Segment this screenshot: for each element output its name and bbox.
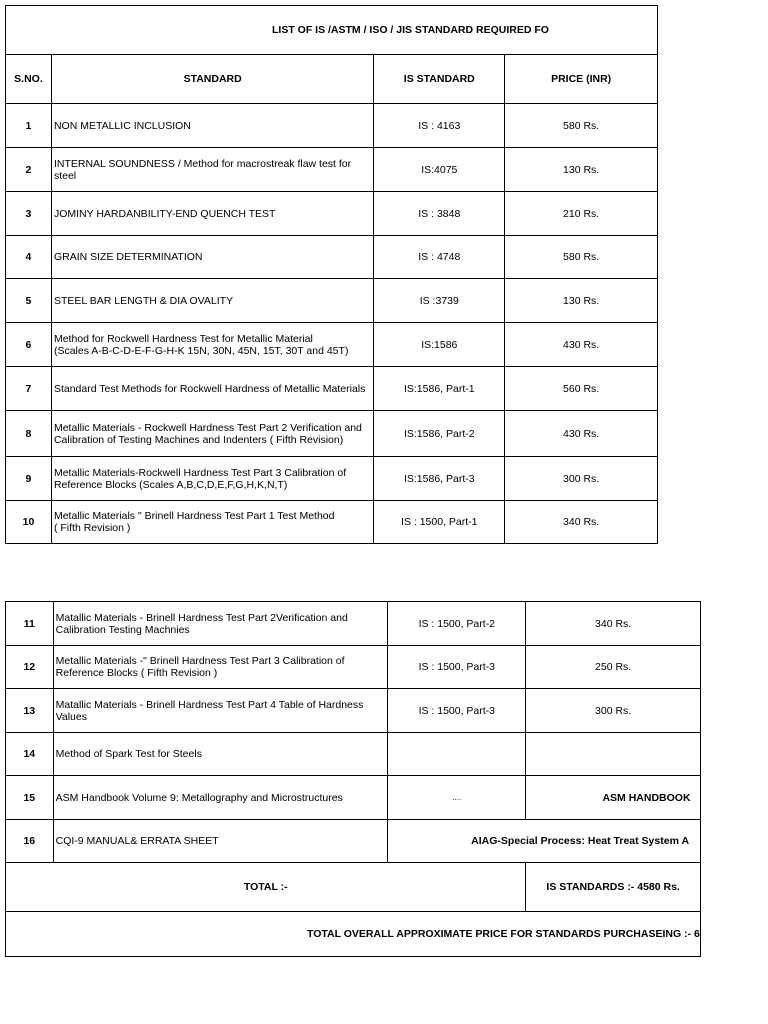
row-sno: 13 xyxy=(6,689,54,733)
table-row xyxy=(6,733,701,776)
header-sno: S.NO. xyxy=(6,55,52,104)
overall-total-label: TOTAL OVERALL APPROXIMATE PRICE FOR STANDARDS PURCHASEING :- 6 xyxy=(307,928,700,940)
row-price: 130 Rs. xyxy=(505,148,658,192)
header-standard: STANDARD xyxy=(51,55,373,104)
table-row xyxy=(6,279,658,323)
standards-table-bottom xyxy=(5,601,701,957)
row-price: 580 Rs. xyxy=(505,236,658,279)
row-is-code: IS : 1500, Part-2 xyxy=(388,602,526,646)
row-sno: 12 xyxy=(6,646,54,689)
table-row xyxy=(6,457,658,501)
row-sno: 5 xyxy=(6,279,52,323)
table-row xyxy=(6,689,701,733)
table-row xyxy=(6,236,658,279)
row-is-code: IS:1586 xyxy=(374,323,505,367)
table-row xyxy=(6,646,701,689)
row-standard: STEEL BAR LENGTH & DIA OVALITY xyxy=(51,279,373,323)
row-is-code: IS : 4163 xyxy=(374,104,505,148)
row-is-code: IS : 3848 xyxy=(374,192,505,236)
header-price: PRICE (INR) xyxy=(505,55,658,104)
aiag-cell xyxy=(388,820,701,863)
row-price xyxy=(526,733,700,776)
row-is-code: IS:1586, Part-3 xyxy=(374,457,505,501)
table-row xyxy=(6,602,701,646)
table-row xyxy=(6,104,658,148)
row-standard: NON METALLIC INCLUSION xyxy=(51,104,373,148)
row-is-code: IS:4075 xyxy=(374,148,505,192)
row-price: 130 Rs. xyxy=(505,279,658,323)
row-price: 300 Rs. xyxy=(526,689,700,733)
overall-cell xyxy=(6,912,701,957)
row-sno: 3 xyxy=(6,192,52,236)
row-sno: 10 xyxy=(6,501,52,544)
row-sno: 16 xyxy=(6,820,54,863)
row-standard: Metallic Materials -" Brinell Hardness Test Part 3 Calibration of Reference Blocks ( Fifth Revision ) xyxy=(53,646,388,689)
row-price: 340 Rs. xyxy=(526,602,700,646)
table-row xyxy=(6,776,701,820)
overall-row xyxy=(6,912,701,957)
row-is-code: IS :3739 xyxy=(374,279,505,323)
row-price: 430 Rs. xyxy=(505,411,658,457)
row-is-code: IS : 4748 xyxy=(374,236,505,279)
table-row xyxy=(6,192,658,236)
table-row xyxy=(6,501,658,544)
row-is-code: IS : 1500, Part-1 xyxy=(374,501,505,544)
row-standard: Method of Spark Test for Steels xyxy=(53,733,388,776)
row-price: 210 Rs. xyxy=(505,192,658,236)
table-row xyxy=(6,411,658,457)
row-is-code: IS:1586, Part-2 xyxy=(374,411,505,457)
row-price: 340 Rs. xyxy=(505,501,658,544)
table-row xyxy=(6,323,658,367)
row-is-code: IS : 1500, Part-3 xyxy=(388,689,526,733)
row-standard: Matallic Materials - Brinell Hardness Test Part 4 Table of Hardness Values xyxy=(53,689,388,733)
row-price: 430 Rs. xyxy=(505,323,658,367)
row-standard: Matallic Materials - Brinell Hardness Test Part 2Verification and Calibration Testing Machnies xyxy=(53,602,388,646)
table-row xyxy=(6,148,658,192)
row-sno: 6 xyxy=(6,323,52,367)
row-is-code: IS:1586, Part-1 xyxy=(374,367,505,411)
row-sno: 2 xyxy=(6,148,52,192)
total-row xyxy=(6,863,701,912)
row-price: 300 Rs. xyxy=(505,457,658,501)
standards-table-top xyxy=(5,5,658,544)
title-cell xyxy=(6,6,658,55)
row-sno: 15 xyxy=(6,776,54,820)
header-is-standard: IS STANDARD xyxy=(374,55,505,104)
row-price xyxy=(526,776,700,820)
row-is-code: IS : 1500, Part-3 xyxy=(388,646,526,689)
row-standard: Metallic Materials - Rockwell Hardness Test Part 2 Verification and Calibration of Testing Machines and Indenters ( Fifth Revision) xyxy=(51,411,373,457)
row-is-code: .... xyxy=(388,776,526,820)
row-sno: 9 xyxy=(6,457,52,501)
row-sno: 14 xyxy=(6,733,54,776)
asm-handbook-label: ASM HANDBOOK xyxy=(602,791,691,804)
row-sno: 4 xyxy=(6,236,52,279)
row-is-code xyxy=(388,733,526,776)
row-standard: GRAIN SIZE DETERMINATION xyxy=(51,236,373,279)
row-standard: JOMINY HARDANBILITY-END QUENCH TEST xyxy=(51,192,373,236)
total-label: TOTAL :- xyxy=(6,863,526,912)
aiag-label: AIAG-Special Process: Heat Treat System A xyxy=(471,835,690,847)
row-sno: 1 xyxy=(6,104,52,148)
table-row xyxy=(6,820,701,863)
page-title: LIST OF IS /ASTM / ISO / JIS STANDARD REQUIRED FO xyxy=(272,24,549,36)
row-standard: Metallic Materials " Brinell Hardness Test Part 1 Test Method ( Fifth Revision ) xyxy=(51,501,373,544)
row-standard: Metallic Materials-Rockwell Hardness Test Part 3 Calibration of Reference Blocks (Scales A,B,C,D,E,F,G,H,K,N,T) xyxy=(51,457,373,501)
row-price: 580 Rs. xyxy=(505,104,658,148)
row-price: 560 Rs. xyxy=(505,367,658,411)
row-standard: Method for Rockwell Hardness Test for Metallic Material (Scales A-B-C-D-E-F-G-H-K 15N, 30N, 45N, 15T, 30T and 45T) xyxy=(51,323,373,367)
table-row xyxy=(6,367,658,411)
total-is-standards: IS STANDARDS :- 4580 Rs. xyxy=(526,863,700,912)
row-sno: 8 xyxy=(6,411,52,457)
row-price: 250 Rs. xyxy=(526,646,700,689)
header-row xyxy=(6,55,658,104)
row-standard: Standard Test Methods for Rockwell Hardness of Metallic Materials xyxy=(51,367,373,411)
row-sno: 7 xyxy=(6,367,52,411)
row-standard: INTERNAL SOUNDNESS / Method for macrostreak flaw test for steel xyxy=(51,148,373,192)
row-standard: CQI-9 MANUAL& ERRATA SHEET xyxy=(53,820,388,863)
row-standard: ASM Handbook Volume 9: Metallography and Microstructures xyxy=(53,776,388,820)
row-sno: 11 xyxy=(6,602,54,646)
